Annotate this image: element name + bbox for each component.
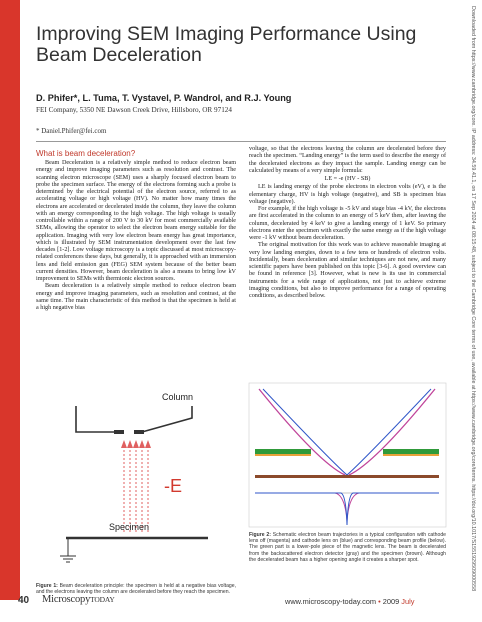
page-number: 40 [18, 595, 30, 606]
affiliation: FEI Company, 5350 NE Dawson Creek Drive, Hillsboro, OR 97124 [36, 106, 232, 114]
issue-year: 2009 [382, 597, 400, 606]
pole-piece-right [383, 449, 439, 454]
specimen-label: Specimen [109, 522, 150, 532]
author-email: * Daniel.Phifer@fei.com [36, 127, 107, 135]
field-arrow-icon [139, 440, 145, 448]
paragraph: The original motivation for this work was to achieve reasonable imaging at very low landing energies, down to a few tens or hundreds of electron volts. Incidentally, beam deceleration and similar techniques are not new, and many scientific papers have been published on this topic [3-6]. A good overview can be found in reference [3]. However, what is new is its use in commercial instruments for a wide range of applications, not just to achieve extreme imaging conditions, but also to improve performance for a range of operating conditions, as described below. [249, 242, 446, 299]
column-wall-left [76, 406, 122, 432]
field-arrow-icon [121, 440, 127, 448]
column-left [36, 160, 236, 312]
magazine-main: Microscopy [42, 594, 91, 605]
field-arrow-icon [133, 440, 139, 448]
red-sidebar [0, 0, 20, 600]
paragraph: Beam deceleration is a relatively simple method to reduce electron beam energy and improve imaging parameters, such as resolution and contrast, at the same time. The main characteristic of this method is that the specimen is held at a high negative bias [36, 283, 236, 311]
magazine-logo [42, 594, 115, 605]
paragraph: LE is landing energy of the probe electrons in electron volts (eV), e is the elementary charge, HV is high voltage (negative), and SB is specimen bias voltage (negative). [249, 184, 446, 205]
download-notice-text: Downloaded from https://www.cambridge.org/core. IP address: 34.59.41.1, on 17 Sep 2024 at 08:15:48, subject to the Cambridge Core terms of use, available at https://www.cambridge.org/core/terms. https://doi.org/10.1017/S1551929509000558 [470, 6, 476, 592]
figure-2-diagram [249, 383, 446, 527]
column-label: Column [162, 392, 194, 402]
specimen-bar [255, 475, 439, 478]
download-notice [468, 6, 482, 592]
paragraph: voltage, so that the electrons leaving the column are decelerated before they reach the specimen. “Landing energy” is the term used to describe the energy of the decelerated electrons as they impact the sample. Landing energy can be calculated by means of a very simple formula: [249, 146, 446, 174]
detector-left [255, 454, 311, 456]
paragraph: Beam Deceleration is a relatively simple method to reduce electron beam energy and improve imaging parameters such as resolution and contrast. The scanning electron microscope (SEM) uses a sharply focused electron beam to probe the specimen surface. The energy of the electrons forming such a probe is determined by the electrical potential of the electron source, referred to as accelerating voltage or high voltage (HV). No matter how many times the electrons are accelerated or decelerated inside the column, they leave the column with an energy corresponding to the high voltage. The high voltage is usually controllable within a range of 200 V to 30 kV for most commercially available SEMs, allowing the operator to select the electron beam energy suitable for the application. Imaging with very low electron beam energy has great importance, which is illustrated by SEM instrumentation development over the last few decades [1-2]. Low voltage microscopy is a topic discussed at most microscopy-related conferences these days, but generally, it is approached with an immersion lens and field emission gun (FEG) SEM system because of the better beam current densities. However, beam deceleration is also a means to bring low kV improvement to SEMs with thermionic electron sources. [36, 160, 236, 282]
caption-label: Figure 2: [249, 532, 271, 538]
authors: D. Phifer*, L. Tuma, T. Vystavel, P. Wandrol, and R.J. Young [36, 93, 292, 103]
caption-label: Figure 1: [36, 583, 58, 589]
figure-1-diagram [36, 384, 236, 570]
field-arrow-icon [145, 440, 151, 448]
page-footer [0, 593, 462, 611]
page [20, 0, 476, 622]
paragraph: For example, if the high voltage is -5 kV and stage bias -4 kV, the electrons are first accelerated in the column to an energy of 5 keV then, after leaving the column, decelerated by 4 keV to give a landing energy of 1 keV. So primary electrons enter the specimen with exactly the same energy as if the high voltage were -1 kV without beam deceleration. [249, 206, 446, 241]
field-arrow-icon [127, 440, 133, 448]
column-wall-right [142, 406, 192, 432]
footer-url: www.microscopy-today.com • 2009 July [285, 597, 415, 606]
caption-text: Beam deceleration principle: the specimen is held at a negative bias voltage, and the electrons leaving the column are decelerated before they reach the specimen. [36, 583, 236, 596]
website: www.microscopy-today.com [285, 597, 377, 606]
column-pole-right [134, 430, 144, 434]
pole-piece-left [255, 449, 311, 454]
detector-right [383, 454, 439, 456]
header-divider [36, 141, 446, 142]
article-title: Improving SEM Imaging Performance Using Beam Deceleration [36, 23, 417, 66]
issue-month: July [401, 597, 415, 606]
column-pole-left [114, 430, 124, 434]
section-heading: What is beam deceleration? [36, 149, 136, 158]
landing-energy-formula: LE = -e (HV - SB) [324, 176, 371, 182]
field-label: -E [164, 476, 182, 496]
figure-2-caption [249, 532, 446, 563]
magazine-sub: TODAY [90, 595, 115, 604]
caption-text: Schematic electron beam trajectories in a typical configuration with cathode lens off (magenta) and cathode lens on (blue) and corresponding beam profile (below). The green part is a lower-pole piece of the magnetic lens. The beam is decelerated from the backscattered electron detector (gray) and the specimen (brown). Although the decelerated beam has a higher opening angle it creates a sharper spot. [249, 532, 446, 563]
column-right [249, 146, 446, 300]
